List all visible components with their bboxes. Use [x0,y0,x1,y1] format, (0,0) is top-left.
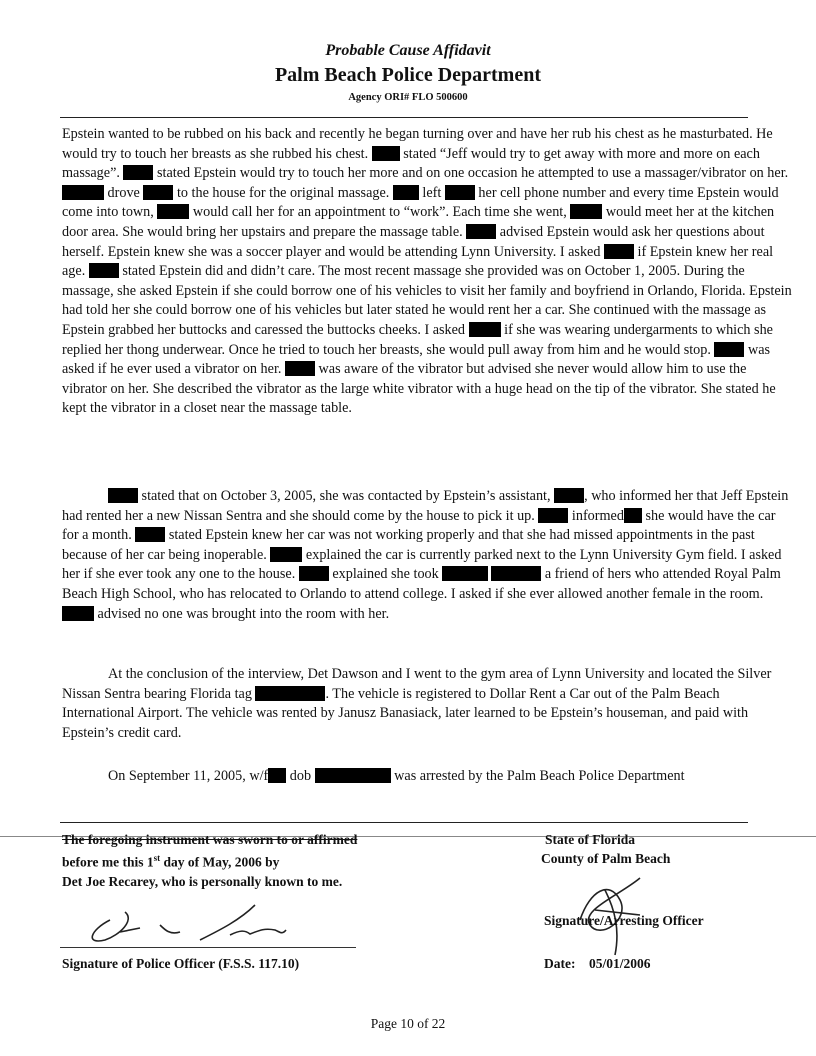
date-label: Date: [544,956,576,971]
header-rule [60,117,748,118]
page-number [0,1016,816,1032]
signature-line [60,947,356,948]
sworn-statement [62,830,482,891]
paragraph-1 [62,125,794,419]
paragraph-3 [62,665,794,743]
redaction [624,508,642,523]
paragraph-2 [62,487,794,624]
redaction [372,146,400,161]
sworn-line-2-rest: day of May, 2006 by [160,854,280,870]
redaction [299,566,329,581]
text-span: dob [289,768,312,784]
redaction [89,263,119,278]
text-span: left [422,184,442,201]
page-total: of 22 [417,1016,446,1031]
date-value: 05/01/2006 [588,956,651,971]
state-label: State of Florida [545,832,635,847]
text-span: would meet her at the kitchen door area. She would bring her upstairs and prepare the massage table. [62,204,775,240]
agency-ori: Agency ORI# FLO 500600 [348,92,468,103]
paragraph-4 [62,767,794,787]
text-span: stated Epstein knew her car was not working properly and that she had missed appointments in the past because of her car being inoperable. [62,527,755,563]
text-span: Epstein wanted to be rubbed on his back and recently he began turning over and have her rub his chest as he masturbated. He would try to touch her breasts as she rubbed his chest. [62,126,773,162]
sworn-line-1: The foregoing instrument was sworn to or affirmed [62,832,358,847]
redaction [570,204,602,219]
redaction [108,488,138,503]
text-span: stated “Jeff would try to get away with more and more on each massage”. [62,145,760,182]
redaction [62,185,104,200]
section-rule [60,822,748,823]
redaction [604,244,634,259]
arresting-officer-label: Signature/Arresting Officer [544,913,704,928]
redaction [143,185,173,200]
text-span: At the conclusion of the interview, Det Dawson and I went to the gym area of Lynn University and located the Silver Nissan Sentra bearing Florida tag [62,666,772,702]
text-span: stated that on October 3, 2005, she was contacted by Epstein’s assistant, [141,488,551,504]
text-span: would call her for an appointment to “work”. Each time she went, [192,204,567,221]
text-span: , who informed her that Jeff Epstein had rented her a new Nissan Sentra and she should come by the house to pick it up. [62,488,789,524]
sworn-line-2-text: before me this 1 [62,854,154,870]
redaction [268,768,286,783]
text-span: to the house for the original massage. [176,184,390,201]
text-span: her cell phone number and every time Epstein would come into town, [62,184,779,221]
text-span: advised Epstein would ask her questions about herself. Epstein knew she was a soccer player and would be attending Lynn University. I asked [62,223,765,260]
sworn-line-2 [62,849,482,872]
text-span: advised no one was brought into the room with her. [97,605,390,622]
police-officer-signature [80,900,300,950]
redaction [135,527,165,542]
redaction [491,566,541,581]
text-span: stated Epstein did and didn’t care. The most recent massage she provided was on October 1, 2005. During the massage, she asked Epstein if she could borrow one of his vehicles to visit her family and boyfriend in Orlando, Florida. Epstein had told her she could borrow one of his vehicles but later stated he would rent her a car. She continued with the massage as Epstein grabbed her buttocks and caressed the buttocks cheeks. I asked [62,263,792,338]
document-type-title: Probable Cause Affidavit [325,42,491,59]
redaction [538,508,568,523]
text-span: On September 11, 2005, w/f [108,768,269,784]
agency-name: Palm Beach Police Department [274,64,542,86]
text-span: explained the car is currently parked next to the Lynn University Gym field. I asked her if she ever took any one to the house. [62,546,782,583]
text-span: she would have the car for a month. [62,507,776,544]
redaction [714,342,744,357]
redaction [123,165,153,180]
redaction [62,606,94,621]
text-span: drove [107,184,140,201]
redaction [393,185,419,200]
jurisdiction [541,830,785,868]
text-span: was aware of the vibrator but advised she never would allow him to use the vibrator on her. She described the vibrator as the large white vibrator with a huge head on the tip of the vibrator. She stated he kept the vibrator in a closet near the massage table. [62,361,776,417]
redaction [469,322,501,337]
county-label: County of Palm Beach [541,851,671,866]
text-span: if she was wearing undergarments to which she replied her thong underwear. Once he tried to touch her breasts, she would pull away from him and he would stop. [62,321,773,358]
redaction [255,686,325,701]
redaction [442,566,488,581]
text-span: explained she took [332,566,439,583]
text-span: a friend of hers who attended Royal Palm Beach High School, who has relocated to Orlando to attend college. I asked if she ever allowed another female in the room. [62,566,781,602]
redaction [315,768,391,783]
text-span: if Epstein knew her real age. [62,243,774,280]
text-span: stated Epstein would try to touch her more and on one occasion he attempted to use a massager/vibrator on her. [157,165,789,182]
police-officer-label: Signature of Police Officer (F.S.S. 117.10) [62,956,300,971]
sworn-line-3: Det Joe Recarey, who is personally known to me. [62,873,343,889]
date-row [544,954,651,973]
page-prefix: Page [370,1016,397,1031]
ordinal-suffix: st [153,853,161,863]
redaction [157,204,189,219]
redaction [445,185,475,200]
text-span: was asked if he ever used a vibrator on her. [62,341,771,378]
redaction [270,547,302,562]
page-current: 10 [400,1016,414,1031]
redaction [466,224,496,239]
text-span: . The vehicle is registered to Dollar Rent a Car out of the Palm Beach International Airport. The vehicle was rented by Janusz Banasiack, later learned to be Epstein’s houseman, and paid with Epstein’s credit card. [62,685,749,741]
text-span: was arrested by the Palm Beach Police Department [394,768,685,784]
redaction [554,488,584,503]
text-span: informed [571,507,624,524]
redaction [285,361,315,376]
